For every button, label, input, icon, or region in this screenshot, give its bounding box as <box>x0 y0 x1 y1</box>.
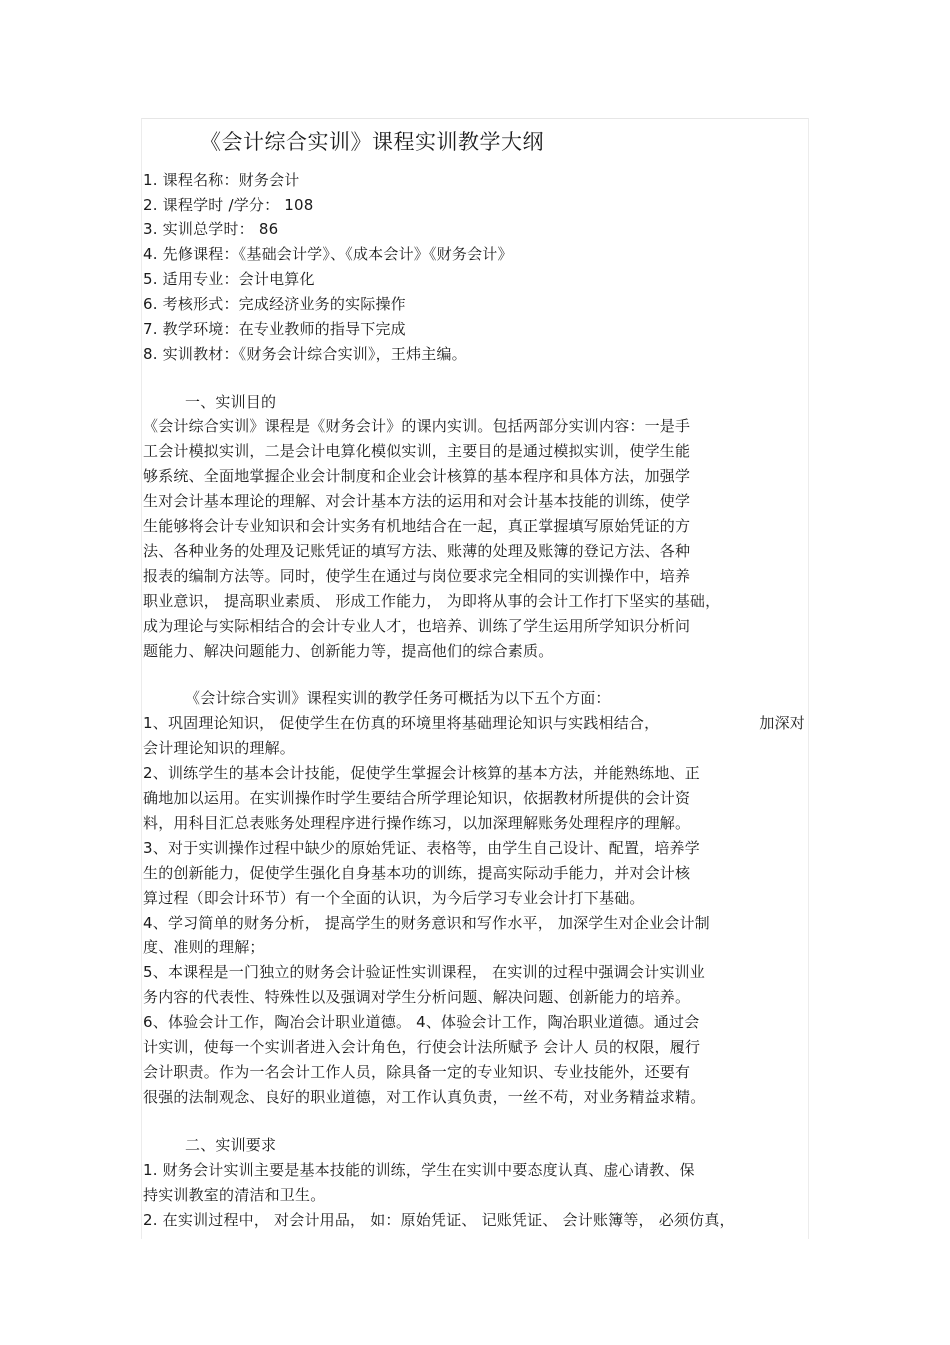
paragraph-line: 题能力、解决问题能力、创新能力等，提高他们的综合素质。 <box>143 642 554 660</box>
paragraph-line: 够系统、全面地掌握企业会计制度和企业会计核算的基本程序和具体方法，加强学 <box>143 467 691 485</box>
task-line-tail: 加深对 <box>759 714 805 732</box>
task-line <box>143 713 805 733</box>
task-line: 5、本课程是一门独立的财务会计验证性实训课程， 在实训的过程中强调会计实训业 <box>143 963 705 981</box>
task-line: 会计理论知识的理解。 <box>143 739 296 757</box>
info-item: 7. 教学环境：在专业教师的指导下完成 <box>143 320 406 338</box>
paragraph-line: 职业意识， 提高职业素质、 形成工作能力， 为即将从事的会计工作打下坚实的基础， <box>143 592 721 610</box>
task-line: 4、学习简单的财务分析， 提高学生的财务意识和写作水平， 加深学生对企业会计制 <box>143 914 710 932</box>
paragraph-line: 法、各种业务的处理及记账凭证的填写方法、账薄的处理及账簿的登记方法、各种 <box>143 542 691 560</box>
task-line: 6、体验会计工作，陶冶会计职业道德。 4、体验会计工作，陶冶职业道德。通过会 <box>143 1013 700 1031</box>
task-line: 务内容的代表性、特殊性以及强调对学生分析问题、解决问题、创新能力的培养。 <box>143 988 691 1006</box>
paragraph-line: 生能够将会计专业知识和会计实务有机地结合在一起，真正掌握填写原始凭证的方 <box>143 517 691 535</box>
tasks-intro: 《会计综合实训》课程实训的教学任务可概括为以下五个方面： <box>185 689 611 707</box>
info-item: 5. 适用专业：会计电算化 <box>143 270 315 288</box>
requirement-line: 1. 财务会计实训主要是基本技能的训练，学生在实训中要态度认真、虚心请教、保 <box>143 1161 695 1179</box>
task-line: 度、准则的理解； <box>143 938 265 956</box>
info-item: 1. 课程名称：财务会计 <box>143 171 300 189</box>
task-line: 3、对于实训操作过程中缺少的原始凭证、表格等，由学生自己设计、配置，培养学 <box>143 839 700 857</box>
task-line: 计实训，使每一个实训者进入会计角色，行使会计法所赋予 会计人 员的权限，履行 <box>143 1038 701 1056</box>
task-line: 很强的法制观念、良好的职业道德，对工作认真负责，一丝不苟，对业务精益求精。 <box>143 1088 706 1106</box>
paragraph-line: 成为理论与实际相结合的会计专业人才，也培养、训练了学生运用所学知识分析问 <box>143 617 691 635</box>
info-item: 3. 实训总学时： 86 <box>143 220 279 238</box>
info-item: 2. 课程学时 /学分： 108 <box>143 196 314 214</box>
document-title: 《会计综合实训》课程实训教学大纲 <box>200 130 544 154</box>
task-line: 算过程（即会计环节）有一个全面的认识，为今后学习专业会计打下基础。 <box>143 889 645 907</box>
info-item: 8. 实训教材：《财务会计综合实训》，王炜主编。 <box>143 345 467 363</box>
task-line: 2、训练学生的基本会计技能，促使学生掌握会计核算的基本方法，并能熟练地、正 <box>143 764 700 782</box>
paragraph-line: 《会计综合实训》课程是《财务会计》的课内实训。包括两部分实训内容：一是手 <box>143 417 691 435</box>
task-line: 生的创新能力，促使学生强化自身基本功的训练，提高实际动手能力，并对会计核 <box>143 864 691 882</box>
section-heading: 一、实训目的 <box>185 393 277 411</box>
info-item: 6. 考核形式：完成经济业务的实际操作 <box>143 295 406 313</box>
task-line: 料，用科目汇总表账务处理程序进行操作练习，以加深理解账务处理程序的理解。 <box>143 814 691 832</box>
paragraph-line: 报表的编制方法等。同时，使学生在通过与岗位要求完全相同的实训操作中，培养 <box>143 567 691 585</box>
requirement-line: 2. 在实训过程中， 对会计用品， 如：原始凭证、 记账凭证、 会计账簿等， 必须仿真， <box>143 1211 735 1229</box>
paragraph-line: 工会计模拟实训，二是会计电算化模似实训，主要目的是通过模拟实训，使学生能 <box>143 442 691 460</box>
info-item: 4. 先修课程：《基础会计学》、《成本会计》《财务会计》 <box>143 245 513 263</box>
task-line-text: 1、巩固理论知识， 促使学生在仿真的环境里将基础理论知识与实践相结合， <box>143 714 660 732</box>
task-line: 会计职责。作为一名会计工作人员，除具备一定的专业知识、专业技能外，还要有 <box>143 1063 691 1081</box>
paragraph-line: 生对会计基本理论的理解、对会计基本方法的运用和对会计基本技能的训练，使学 <box>143 492 691 510</box>
task-line: 确地加以运用。在实训操作时学生要结合所学理论知识，依据教材所提供的会计资 <box>143 789 691 807</box>
section-heading: 二、实训要求 <box>185 1136 277 1154</box>
requirement-line: 持实训教室的清洁和卫生。 <box>143 1186 326 1204</box>
